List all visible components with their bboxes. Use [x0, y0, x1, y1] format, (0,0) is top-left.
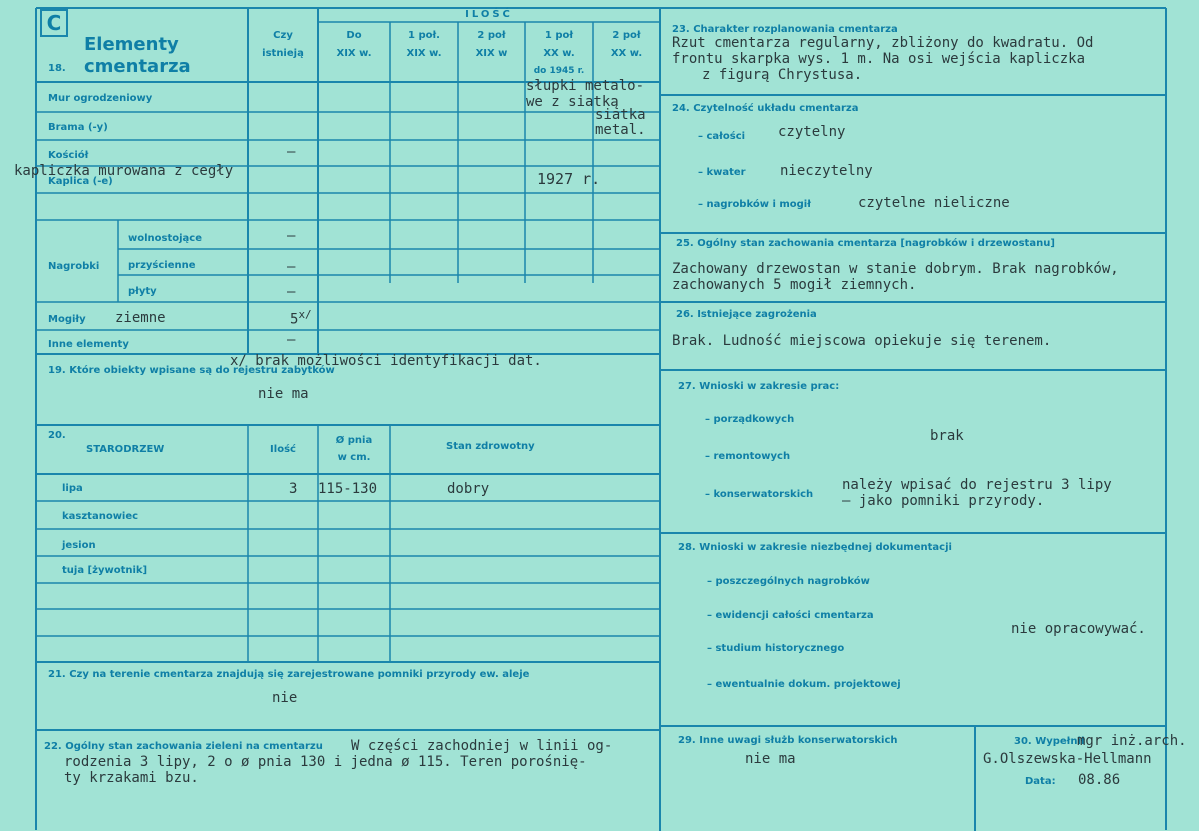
lipa-count: 3	[289, 481, 298, 497]
s20-number: 20.	[48, 430, 66, 441]
s29-value: nie ma	[745, 751, 796, 767]
col-2pol19-1: 2 poł	[477, 30, 506, 41]
col-2pol20-2: XX w.	[610, 48, 643, 59]
row-kosciol: Kościół	[48, 150, 89, 161]
row-kaplica: Kaplica (-e)	[48, 176, 113, 187]
s30-data-label: Data:	[1025, 776, 1056, 787]
s28-ewidencji: – ewidencji całości cmentarza	[707, 610, 874, 621]
plyty-exists: –	[287, 284, 296, 300]
s27-label: 27. Wnioski w zakresie prac:	[678, 381, 840, 392]
section-18-number: 18.	[48, 63, 66, 74]
s25-text-2: zachowanych 5 mogił ziemnych.	[672, 277, 917, 293]
col-do-1: Do	[346, 30, 362, 41]
col-2pol20-1: 2 poł	[612, 30, 641, 41]
s22-text-3: ty krzakami bzu.	[64, 770, 199, 786]
title-line-1: Elementy	[84, 34, 179, 55]
kosciol-exists: –	[287, 144, 296, 160]
s30-label: 30. Wypełnił	[1014, 736, 1085, 747]
lipa-state: dobry	[447, 481, 490, 497]
s28-value: nie opracowywać.	[1011, 621, 1146, 637]
s22-label: 22. Ogólny stan zachowania zieleni na cmentarzu	[44, 741, 323, 752]
col-2pol19-2: XIX w	[475, 48, 508, 59]
row-wolnostojace: wolnostojące	[128, 233, 203, 244]
col-1pol19-1: 1 poł.	[408, 30, 440, 41]
wolnostojace-exists: –	[287, 228, 296, 244]
s27-porzadkowych-value: brak	[930, 428, 964, 444]
s25-text-1: Zachowany drzewostan w stanie dobrym. Brak nagrobków,	[672, 261, 1119, 277]
mur-value-1: słupki metalo-	[526, 78, 645, 94]
lipa-size: 115-130	[318, 481, 378, 497]
s22-text-1: W części zachodniej w linii og-	[351, 738, 613, 754]
col-exists-1: Czy	[273, 30, 293, 41]
row-inne: Inne elementy	[48, 339, 129, 350]
tree-tuja: tuja [żywotnik]	[62, 565, 148, 576]
mogily-type: ziemne	[115, 310, 166, 326]
col-1pol20-1: 1 poł	[544, 30, 574, 41]
footnote: x/ brak możliwości identyfikacji dat.	[230, 353, 542, 369]
s20-starodrzew: STARODRZEW	[86, 444, 165, 455]
s20-ilosc: Ilość	[270, 444, 296, 455]
row-mogily: Mogiły	[48, 314, 86, 325]
s27-konserwatorskich-2: – jako pomniki przyrody.	[842, 493, 1045, 509]
inne-exists: –	[287, 332, 296, 348]
s23-text-2: frontu skarpka wys. 1 m. Na osi wejścia kapliczka	[672, 51, 1086, 67]
s21-label: 21. Czy na terenie cmentarza znajdują się zarejestrowane pomniki przyrody ew. aleje	[48, 669, 530, 680]
brama-value-2: metal.	[595, 122, 646, 138]
s28-nagrobkow: – poszczególnych nagrobków	[707, 576, 870, 587]
s26-text: Brak. Ludność miejscowa opiekuje się terenem.	[672, 333, 1052, 349]
s26-label: 26. Istniejące zagrożenia	[676, 309, 817, 320]
tree-kasztanowiec: kasztanowiec	[62, 511, 139, 522]
mur-value-2: we z siatką	[526, 94, 619, 110]
row-mur: Mur ogrodzeniowy	[48, 93, 153, 104]
s24-calosci: – całości	[698, 131, 746, 142]
s19-answer: nie ma	[258, 386, 309, 402]
s28-projektowej: – ewentualnie dokum. projektowej	[707, 679, 901, 690]
s24-calosci-value: czytelny	[778, 124, 846, 140]
kaplica-year: 1927 r.	[537, 170, 601, 188]
s21-answer: nie	[272, 690, 298, 706]
col-1pol19-2: XIX w.	[406, 48, 442, 59]
row-plyty: płyty	[128, 286, 157, 297]
s28-label: 28. Wnioski w zakresie niezbędnej dokumentacji	[678, 542, 952, 553]
mogily-count-value: 5	[290, 311, 299, 328]
card-letter-box	[40, 9, 68, 37]
s22-text-2: rodzenia 3 lipy, 2 o ø pnia 130 i jedna ø 115. Teren porośnię-	[64, 754, 587, 770]
przyscienne-exists: –	[287, 259, 296, 275]
s20-stan: Stan zdrowotny	[446, 441, 535, 452]
col-1pol20-2: XX w.	[543, 48, 575, 59]
col-1pol20-3: do 1945 r.	[533, 66, 585, 76]
s30-date: 08.86	[1078, 772, 1121, 788]
brama-value-1: siatka	[595, 107, 646, 123]
s27-konserwatorskich-1: należy wpisać do rejestru 3 lipy	[842, 477, 1112, 493]
s27-remontowych: – remontowych	[705, 451, 791, 462]
s27-porzadkowych: – porządkowych	[705, 414, 795, 425]
row-przyscienne: przyścienne	[128, 260, 196, 271]
tree-jesion: jesion	[62, 540, 96, 551]
s24-kwater: – kwater	[698, 167, 746, 178]
s30-name-2: G.Olszewska-Hellmann	[983, 751, 1152, 767]
s29-label: 29. Inne uwagi służb konserwatorskich	[678, 735, 898, 746]
s20-pnia-1: Ø pnia	[335, 435, 373, 446]
s28-studium: – studium historycznego	[707, 643, 845, 654]
col-exists-2: istnieją	[262, 48, 304, 59]
card-letter: C	[46, 11, 62, 35]
ilosc-header: ILOŚĆ	[465, 9, 513, 20]
s24-kwater-value: nieczytelny	[780, 163, 873, 179]
kaplica-description: kapliczka murowana z cegły	[14, 163, 234, 179]
s19-label: 19. Które obiekty wpisane są do rejestru zabytków	[48, 365, 335, 376]
s27-konserwatorskich: – konserwatorskich	[705, 489, 814, 500]
tree-lipa: lipa	[62, 483, 83, 494]
s24-nagrobkow-value: czytelne nieliczne	[858, 195, 1010, 211]
s20-pnia-2: w cm.	[337, 452, 371, 463]
row-brama: Brama (-y)	[48, 122, 108, 133]
s23-label: 23. Charakter rozplanowania cmentarza	[672, 24, 898, 35]
mogily-footnote-mark: x/	[298, 308, 312, 321]
s30-name-1: mgr inż.arch.	[1077, 733, 1187, 749]
s23-text-1: Rzut cmentarza regularny, zbliżony do kwadratu. Od	[672, 35, 1094, 51]
mogily-count	[290, 309, 312, 328]
s25-label: 25. Ogólny stan zachowania cmentarza [nagrobków i drzewostanu]	[676, 238, 1055, 249]
s24-label: 24. Czytelność układu cmentarza	[672, 103, 859, 114]
col-do-2: XIX w.	[336, 48, 372, 59]
s23-text-3: z figurą Chrystusa.	[702, 67, 863, 83]
s24-nagrobkow: – nagrobków i mogił	[698, 199, 811, 210]
row-nagrobki: Nagrobki	[48, 261, 100, 272]
title-line-2: cmentarza	[84, 56, 191, 77]
